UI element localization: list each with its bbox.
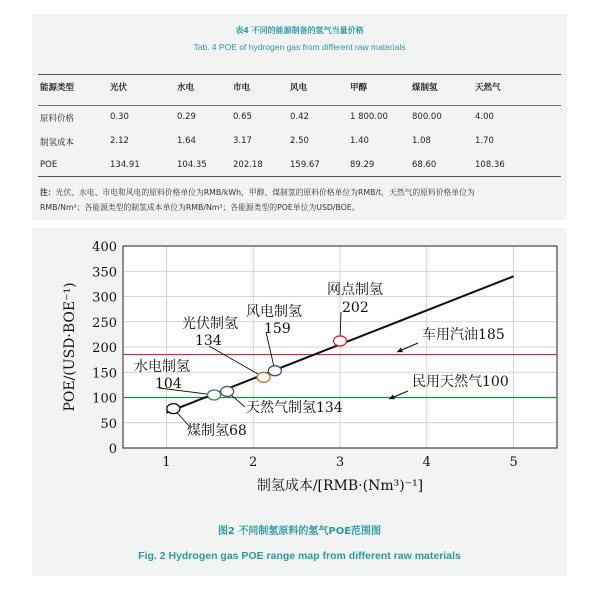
data-point-marker xyxy=(334,336,347,346)
y-tick-label: 50 xyxy=(100,416,117,432)
table-header-rule xyxy=(38,105,561,106)
table-cell: 3.17 xyxy=(233,136,252,146)
data-point-label: 天然气制氢134 xyxy=(246,400,343,416)
table-header-cell: 市电 xyxy=(233,83,251,93)
x-axis-title: 制氢成本/[RMB·(Nm³)⁻¹] xyxy=(256,478,424,494)
note-text-2: RMB/Nm³；各能源类型的制氢成本单位为RMB/Nm³；各能源类型的POE单位为USD/BOE。 xyxy=(40,203,360,212)
table-cell: 2.50 xyxy=(290,136,309,146)
table-cell: 原料价格 xyxy=(40,114,75,124)
note-text-1: 光伏、水电、市电和风电的原料价格单位为RMB/kWh，甲醇、煤制氢的原料价格单位为RMB/t，天然气的原料价格单位为 xyxy=(55,188,475,197)
table-header-cell: 天然气 xyxy=(475,83,501,93)
y-tick-label: 200 xyxy=(92,341,117,356)
table-cell: 1.70 xyxy=(475,136,494,146)
table-cell: 2.12 xyxy=(110,136,129,146)
table-header-cell: 煤制氢 xyxy=(412,83,438,93)
data-point-label: 风电制氢 xyxy=(246,304,302,320)
table-note xyxy=(40,185,560,215)
table-title-en: Tab. 4 POE of hydrogen gas from different raw materials xyxy=(193,42,406,52)
y-tick-label: 350 xyxy=(92,265,117,281)
table-cell: 104.35 xyxy=(177,160,207,170)
table-cell: 159.67 xyxy=(290,160,320,170)
table-header-cell: 能源类型 xyxy=(40,83,75,93)
x-tick-label: 5 xyxy=(509,455,518,470)
reference-line-label: 车用汽油185 xyxy=(422,327,505,343)
y-tick-label: 150 xyxy=(92,366,117,382)
data-point-label: 104 xyxy=(155,376,182,392)
y-tick-label: 100 xyxy=(92,391,117,407)
data-point-marker xyxy=(221,386,234,396)
table-cell: 800.00 xyxy=(412,112,442,122)
x-tick-label: 3 xyxy=(335,455,345,470)
table-cell: 0.42 xyxy=(290,112,309,122)
table-cell: POE xyxy=(40,160,58,170)
table-cell: 0.65 xyxy=(233,112,252,122)
table-cell: 134.91 xyxy=(110,160,140,170)
data-point-marker xyxy=(257,372,270,382)
table-header-cell: 水电 xyxy=(177,83,195,93)
figure-card xyxy=(32,228,567,576)
data-point-marker xyxy=(208,390,221,400)
table-cell: 1 800.00 xyxy=(350,112,388,122)
table-cell: 制氢成本 xyxy=(40,138,75,148)
table-title-cn: 表4 不同的能源制备的氢气当量价格 xyxy=(235,26,364,35)
x-tick-label: 4 xyxy=(422,455,431,470)
table-cell: 4.00 xyxy=(475,112,494,122)
data-point-marker xyxy=(167,404,180,414)
data-point-label: 网点制氢 xyxy=(327,282,383,298)
figure-caption-en: Fig. 2 Hydrogen gas POE range map from different raw materials xyxy=(138,550,461,562)
y-tick-label: 250 xyxy=(92,315,117,331)
table-header-cell: 甲醇 xyxy=(350,83,368,93)
y-axis-title: POE/(USD·BOE⁻¹) xyxy=(62,282,78,412)
data-point-label: 水电制氢 xyxy=(134,359,190,375)
x-tick-label: 2 xyxy=(249,455,258,470)
table-cell: 68.60 xyxy=(412,160,437,170)
y-tick-label: 300 xyxy=(92,290,117,306)
data-point-label: 煤制氢68 xyxy=(187,423,247,439)
reference-line-label: 民用天然气100 xyxy=(412,374,509,390)
y-tick-label: 400 xyxy=(92,240,117,255)
poe-chart xyxy=(32,228,567,518)
data-point-label: 光伏制氢 xyxy=(182,316,238,332)
table-top-rule xyxy=(38,74,561,75)
data-point-label: 202 xyxy=(342,300,369,316)
data-point-label: 134 xyxy=(195,333,222,349)
table-cell: 0.30 xyxy=(110,112,129,122)
table-cell: 108.36 xyxy=(475,160,505,170)
table-cell: 1.40 xyxy=(350,136,369,146)
data-point-marker xyxy=(268,366,281,376)
x-tick-label: 1 xyxy=(162,455,171,470)
table-cell: 1.64 xyxy=(177,136,196,146)
table-header-cell: 光伏 xyxy=(110,83,128,93)
table-bottom-rule xyxy=(38,176,561,177)
table-cell: 1.08 xyxy=(412,136,431,146)
table-card xyxy=(32,14,567,220)
figure-caption-cn: 图2 不同制氢原料的氢气POE范围图 xyxy=(217,526,382,537)
data-point-label: 159 xyxy=(264,321,291,337)
table-cell: 202.18 xyxy=(233,160,263,170)
note-label: 注： xyxy=(40,188,56,197)
table-header-cell: 风电 xyxy=(290,83,308,93)
table-cell: 0.29 xyxy=(177,112,196,122)
table-cell: 89.29 xyxy=(350,160,375,170)
y-tick-label: 0 xyxy=(108,442,117,457)
